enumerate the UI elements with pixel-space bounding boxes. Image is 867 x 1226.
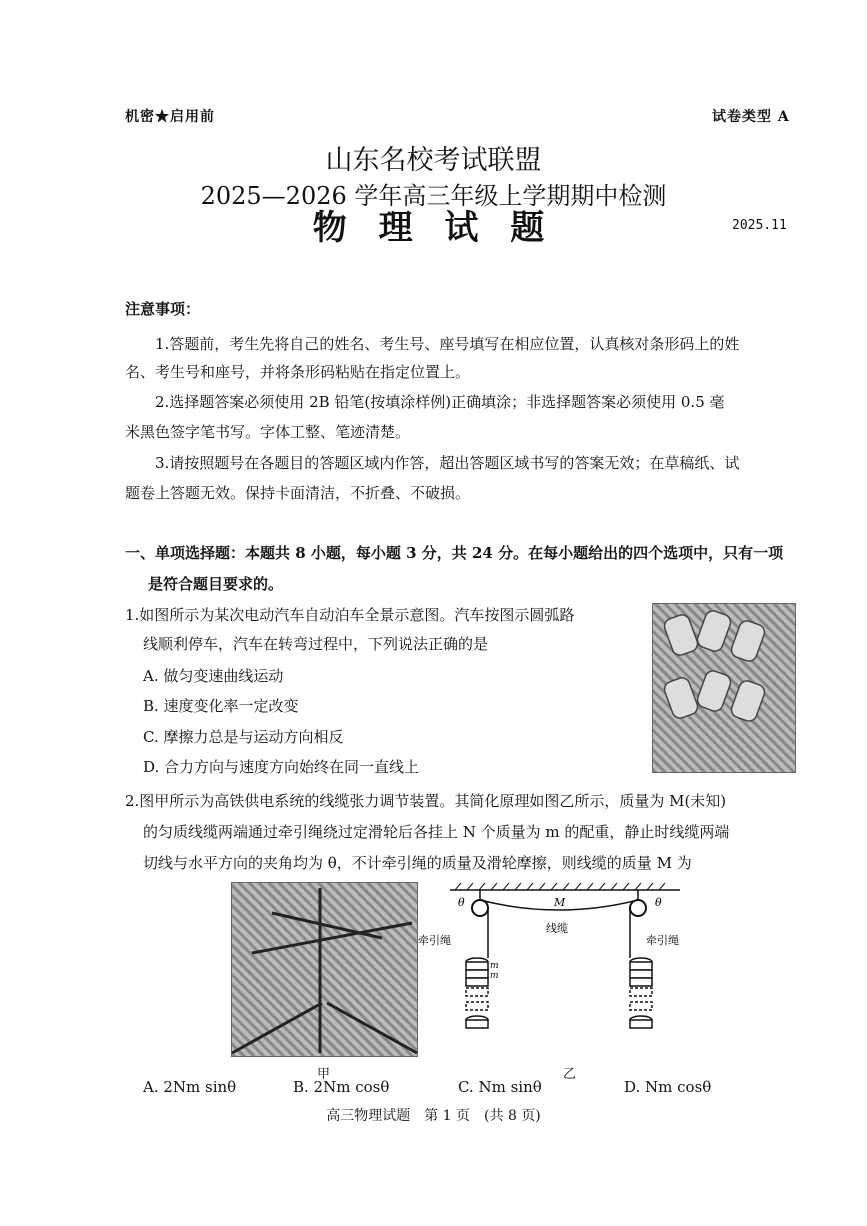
notice-item-1b: 名、考生号和座号，并将条形码粘贴在指定位置上。 [125,363,471,381]
q2-option-a: A. 2Nm sinθ [143,1078,237,1096]
q1-option-b: B. 速度变化率一定改变 [143,697,299,715]
section-heading-cont: 是符合题目要求的。 [148,575,284,593]
left-pulley [472,900,488,916]
notice-item-1a: 1.答题前，考生先将自己的姓名、考生号、座号填写在相应位置，认真核对条形码上的姓 [155,335,740,353]
figure-a-caption: 甲 [317,1067,331,1082]
exam-date: 2025.11 [732,218,787,233]
left-weights [466,958,488,1028]
notice-item-3b: 题卷上答题无效。保持卡面清洁，不折叠、不破损。 [125,484,471,502]
catenary-tower-image [232,883,417,1056]
cable-mass-label: M [554,896,566,909]
rope-left-label: 牵引绳 [418,934,451,947]
cable-label: 线缆 [546,922,568,935]
notice-item-2b: 米黑色签字笔书写。字体工整、笔迹清楚。 [125,423,411,441]
subject-title: 物 理 试 题 [312,208,555,248]
exam-term-title: 2025—2026 学年高三年级上学期期中检测 [200,182,667,210]
q1-option-a: A. 做匀变速曲线运动 [143,667,284,685]
q2-stem-3: 切线与水平方向的夹角均为 θ，不计牵引绳的质量及滑轮摩擦，则线缆的质量 M 为 [143,854,692,872]
exam-union-title: 山东名校考试联盟 [325,145,542,176]
weight-mass-label-2: m [490,971,499,981]
theta-left-label: θ [458,896,465,909]
rope-right-label: 牵引绳 [646,934,679,947]
confidential-label: 机密★启用前 [125,109,215,125]
page-footer: 高三物理试题 第 1 页 (共 8 页) [326,1108,541,1124]
paper-type-label: 试卷类型 A [712,109,790,125]
figure-b-caption: 乙 [563,1067,577,1082]
q1-option-d: D. 合力方向与速度方向始终在同一直线上 [143,758,420,776]
weight-mass-label-1: m [490,961,499,971]
right-pulley [630,900,646,916]
parking-photo [652,603,796,773]
section-heading: 一、单项选择题：本题共 8 小题，每小题 3 分，共 24 分。在每小题给出的四个选项中，只有一项 [125,544,784,562]
theta-right-label: θ [655,896,662,909]
parked-cars-image [653,604,795,772]
notice-item-3a: 3.请按照题号在各题目的答题区域内作答，超出答题区域书写的答案无效；在草稿纸、试 [155,454,740,472]
q2-stem-1: 2.图甲所示为高铁供电系统的线缆张力调节装置。其简化原理如图乙所示，质量为 M(未知) [125,792,727,810]
notice-item-2a: 2.选择题答案必须使用 2B 铅笔(按填涂样例)正确填涂；非选择题答案必须使用 0.5 毫 [155,393,725,411]
q2-option-d: D. Nm cosθ [624,1078,712,1096]
q1-stem-1: 1.如图所示为某次电动汽车自动泊车全景示意图。汽车按图示圆弧路 [125,606,575,624]
q1-stem-2: 线顺利停车，汽车在转弯过程中，下列说法正确的是 [143,635,489,653]
q2-option-c: C. Nm sinθ [458,1078,542,1096]
figure-b-diagram [418,880,680,1040]
q2-option-b: B. 2Nm cosθ [293,1078,390,1096]
right-weights [630,958,652,1028]
ceiling-hatching [455,883,665,890]
q1-option-c: C. 摩擦力总是与运动方向相反 [143,728,344,746]
figure-a-photo [231,882,418,1057]
q2-stem-2: 的匀质线缆两端通过牵引绳绕过定滑轮后各挂上 N 个质量为 m 的配重，静止时线缆两端 [143,823,730,841]
notice-heading: 注意事项： [125,300,201,318]
